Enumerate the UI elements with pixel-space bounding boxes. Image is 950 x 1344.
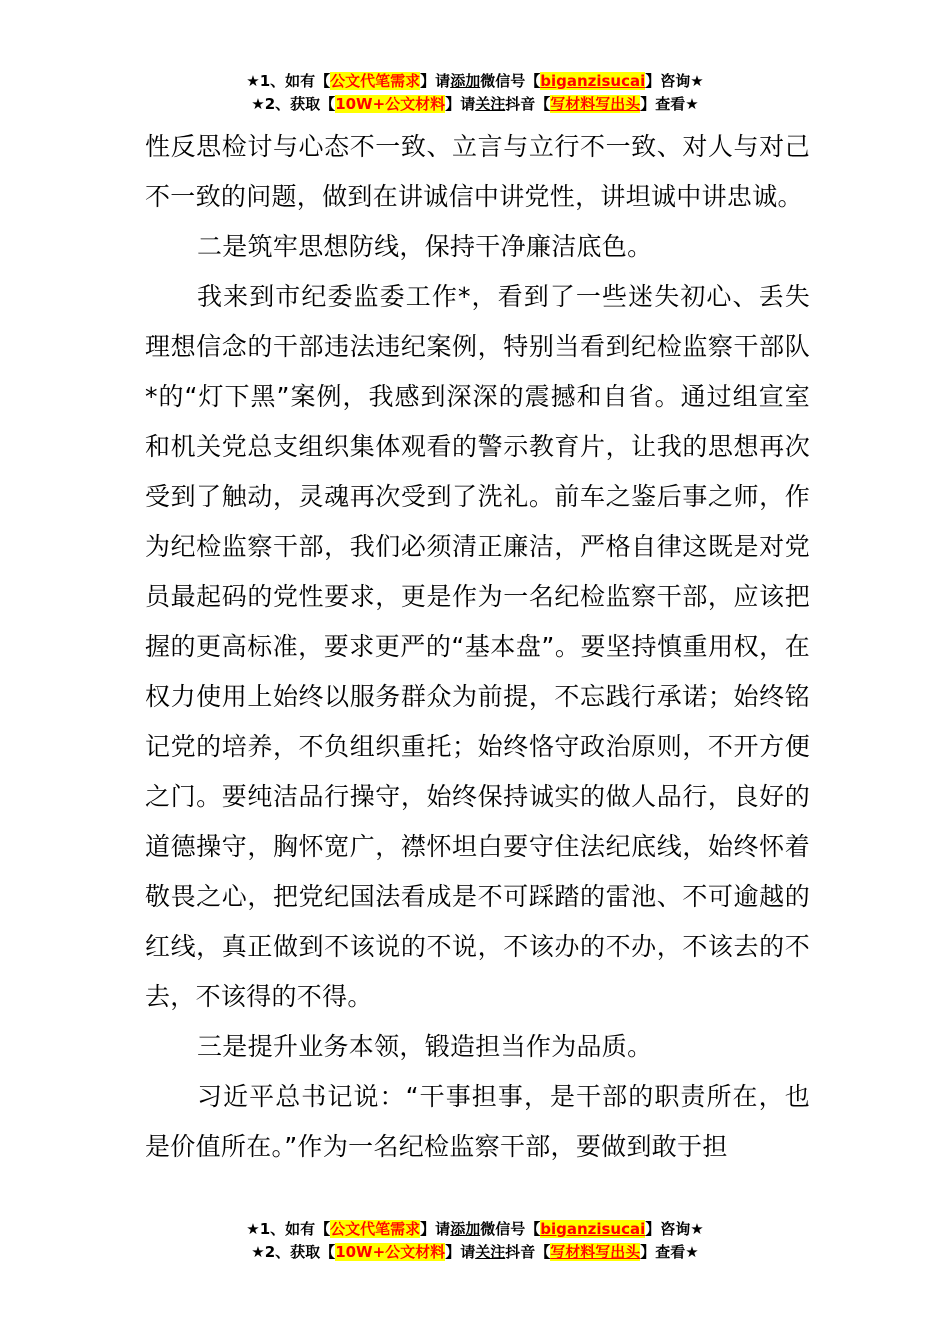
promo-line-1 <box>0 70 950 93</box>
promo-text: 】查看★ <box>640 1243 699 1261</box>
bottom-promo-banner <box>0 1218 950 1264</box>
promo-text: 抖音【 <box>505 1243 551 1261</box>
promo-text: 】请 <box>445 95 476 113</box>
promo-text: 微信号【 <box>480 1220 541 1238</box>
promo-text: 】咨询★ <box>645 72 704 90</box>
promo-underline: 添加 <box>450 1220 481 1238</box>
douyin-account[interactable]: 写材料写出头 <box>550 95 641 113</box>
promo-text: 微信号【 <box>480 72 541 90</box>
promo-text: 抖音【 <box>505 95 551 113</box>
promo-highlight: 10W+公文材料 <box>335 1243 446 1261</box>
promo-underline: 关注 <box>475 95 506 113</box>
promo-line-2 <box>0 1241 950 1264</box>
promo-text: ★1、如有【 <box>246 72 331 90</box>
paragraph: 我来到市纪委监委工作*，看到了一些迷失初心、丢失理想信念的干部违法违纪案例，特别当看到纪检监察干部队*的“灯下黑”案例，我感到深深的震撼和自省。通过组宣室和机关党总支组织集体观看的警示教育片，让我的思想再次受到了触动，灵魂再次受到了洗礼。前车之鉴后事之师，作为纪检监察干部，我们必须清正廉洁，严格自律这既是对党员最起码的党性要求，更是作为一名纪检监察干部，应该把握的更高标准，要求更严的“基本盘”。要坚持慎重用权，在权力使用上始终以服务群众为前提，不忘践行承诺；始终铭记党的培养，不负组织重托；始终恪守政治原则，不开方便之门。要纯洁品行操守，始终保持诚实的做人品行，良好的道德操守，胸怀宽广，襟怀坦白要守住法纪底线，始终怀着敬畏之心，把党纪国法看成是不可踩踏的雷池、不可逾越的红线，真正做到不该说的不说，不该办的不办，不该去的不去，不该得的不得。 <box>145 282 810 1011</box>
document-body <box>145 122 810 1172</box>
top-promo-banner <box>0 70 950 116</box>
promo-line-2 <box>0 93 950 116</box>
paragraph: 习近平总书记说：“干事担事，是干部的职责所在，也是价值所在。”作为一名纪检监察干部，要做到敢于担 <box>145 1082 810 1161</box>
promo-highlight: 公文代笔需求 <box>330 72 421 90</box>
paragraph: 性反思检讨与心态不一致、立言与立行不一致、对人与对己不一致的问题，做到在讲诚信中讲党性，讲坦诚中讲忠诚。 <box>145 132 810 211</box>
promo-text: ★2、获取【 <box>251 1243 336 1261</box>
promo-text: 】请 <box>445 1243 476 1261</box>
promo-underline: 关注 <box>475 1243 506 1261</box>
promo-text: ★2、获取【 <box>251 95 336 113</box>
promo-text: 】咨询★ <box>645 1220 704 1238</box>
promo-highlight: 10W+公文材料 <box>335 95 446 113</box>
promo-text: 】请 <box>420 72 451 90</box>
promo-text: 】查看★ <box>640 95 699 113</box>
promo-underline: 添加 <box>450 72 481 90</box>
promo-text: 】请 <box>420 1220 451 1238</box>
section-heading: 三是提升业务本领，锻造担当作为品质。 <box>197 1032 653 1061</box>
wechat-id[interactable]: biganzisucai <box>540 1220 646 1238</box>
section-heading: 二是筑牢思想防线，保持干净廉洁底色。 <box>197 232 653 261</box>
wechat-id[interactable]: biganzisucai <box>540 72 646 90</box>
douyin-account[interactable]: 写材料写出头 <box>550 1243 641 1261</box>
promo-highlight: 公文代笔需求 <box>330 1220 421 1238</box>
promo-line-1 <box>0 1218 950 1241</box>
promo-text: ★1、如有【 <box>246 1220 331 1238</box>
